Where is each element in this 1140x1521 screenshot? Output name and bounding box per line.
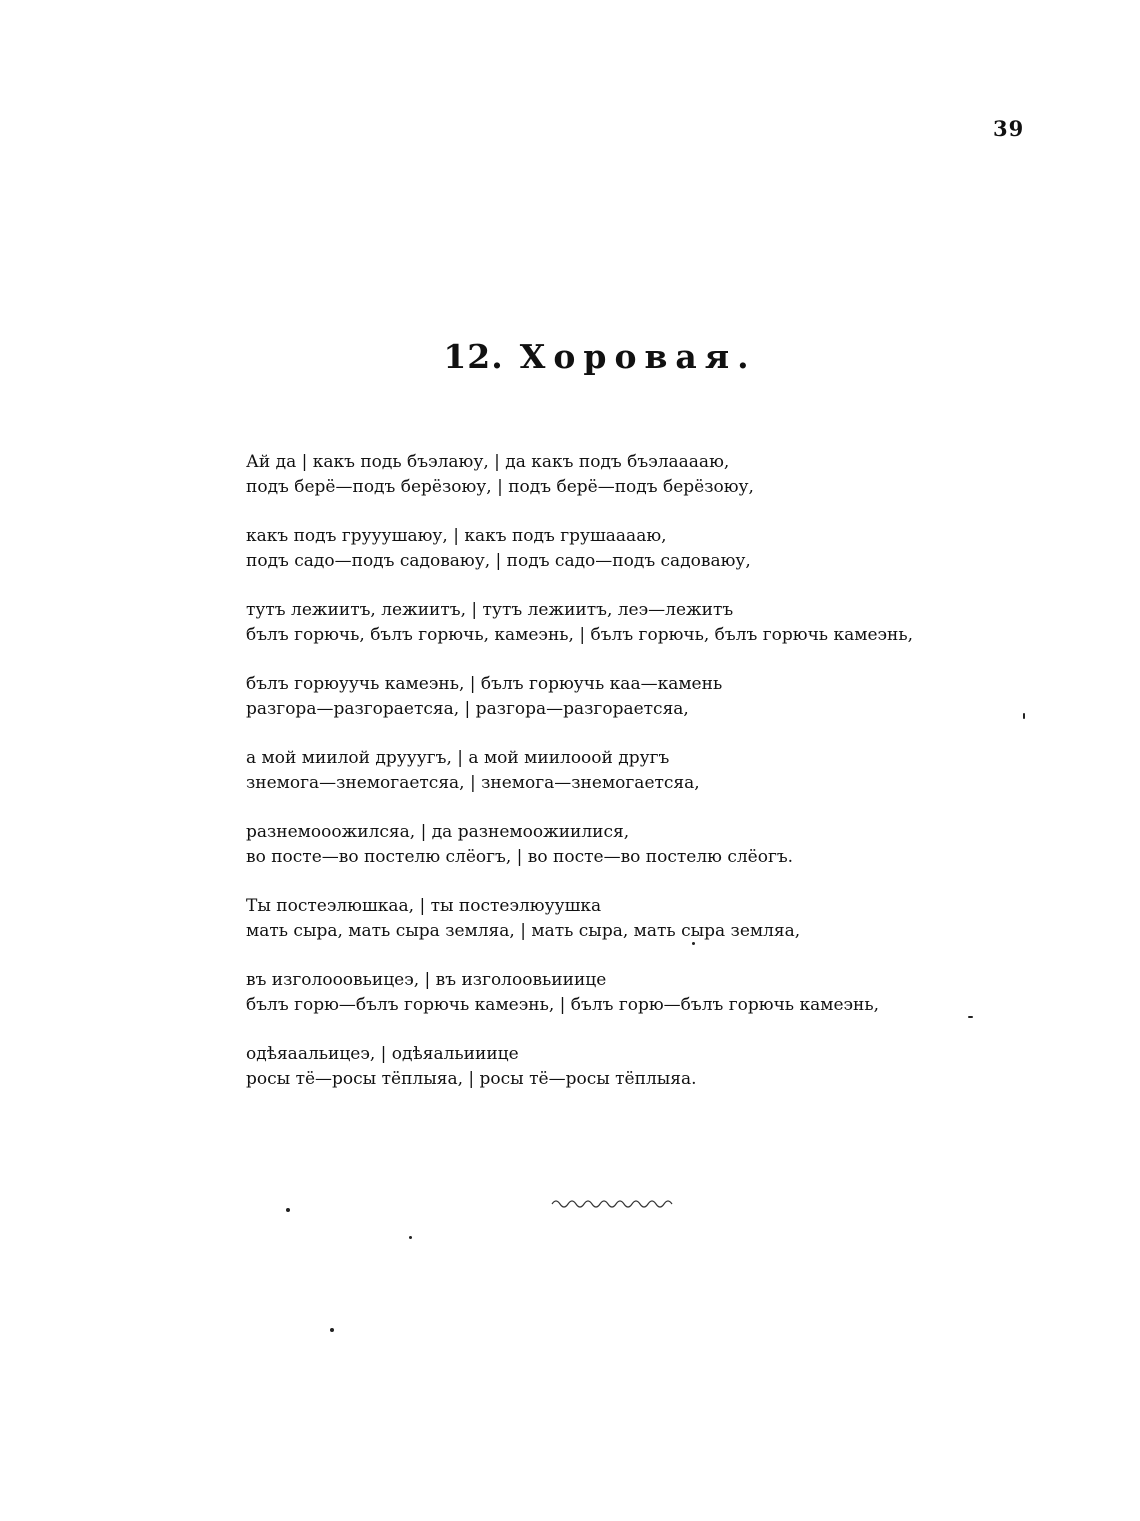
verse-line: подъ берё—подъ берёзоюу, | подъ берё—подъ берёзоюу, [246,477,754,497]
stanza [246,450,946,500]
verse-line: знемога—знемогаетсяа, | знемога—знемогаетсяа, [246,773,700,793]
stanza [246,672,946,722]
verse-line: тутъ лежиитъ, лежиитъ, | тутъ лежиитъ, леэ—лежитъ [246,600,734,620]
verse-line: бълъ горючь, бълъ горючь, камеэнь, | бълъ горючь, бълъ горючь камеэнь, [246,625,914,645]
stanza [246,968,946,1018]
verse-line: росы тё—росы тёплыяа, | росы тё—росы тёплыяа. [246,1069,697,1089]
song-number: 12. [443,337,504,376]
verse-line: разгора—разгораетсяа, | разгора—разгораетсяа, [246,699,689,719]
verse-line: Ты постеэлюшкаа, | ты постеэлюуушка [246,896,602,916]
stanza [246,820,946,870]
verse-line: разнемооожилсяа, | да разнемоожиилися, [246,822,630,842]
print-speck [286,1208,290,1212]
song-title-word: Хоровая. [519,337,757,376]
verse-line: какъ подъ грууушаюу, | какъ подъ грушааааю, [246,526,667,546]
stanza [246,598,946,648]
print-speck [1023,713,1025,719]
verse-line: Ай да | какъ подь бъэлаюу, | да какъ подъ бъэлааааю, [246,452,730,472]
print-speck [968,1016,973,1018]
song-title [0,337,1140,376]
verse-line: подъ садо—подъ садоваюу, | подъ садо—подъ садоваюу, [246,551,751,571]
verse-line: одѣяаальицеэ, | одѣяальииице [246,1044,519,1064]
stanza [246,894,946,944]
print-speck [409,1236,412,1239]
stanza [246,1042,946,1092]
verse-line: а мой миилой друуугъ, | а мой миилооой другъ [246,748,670,768]
poem-body [246,450,946,1116]
verse-line: бълъ горюуучь камеэнь, | бълъ горюучь каа—камень [246,674,723,694]
verse-line: въ изголооовьицеэ, | въ изголоовьииице [246,970,607,990]
stanza [246,524,946,574]
print-speck [692,942,695,945]
page-number: 39 [993,116,1025,141]
wavy-divider-ornament [550,1195,674,1209]
verse-line: мать сыра, мать сыра земляа, | мать сыра, мать сыра земляа, [246,921,801,941]
verse-line: во посте—во постелю слёогъ, | во посте—во постелю слёогъ. [246,847,794,867]
verse-line: бълъ горю—бълъ горючь камеэнь, | бълъ горю—бълъ горючь камеэнь, [246,995,880,1015]
stanza [246,746,946,796]
print-speck [330,1328,334,1332]
